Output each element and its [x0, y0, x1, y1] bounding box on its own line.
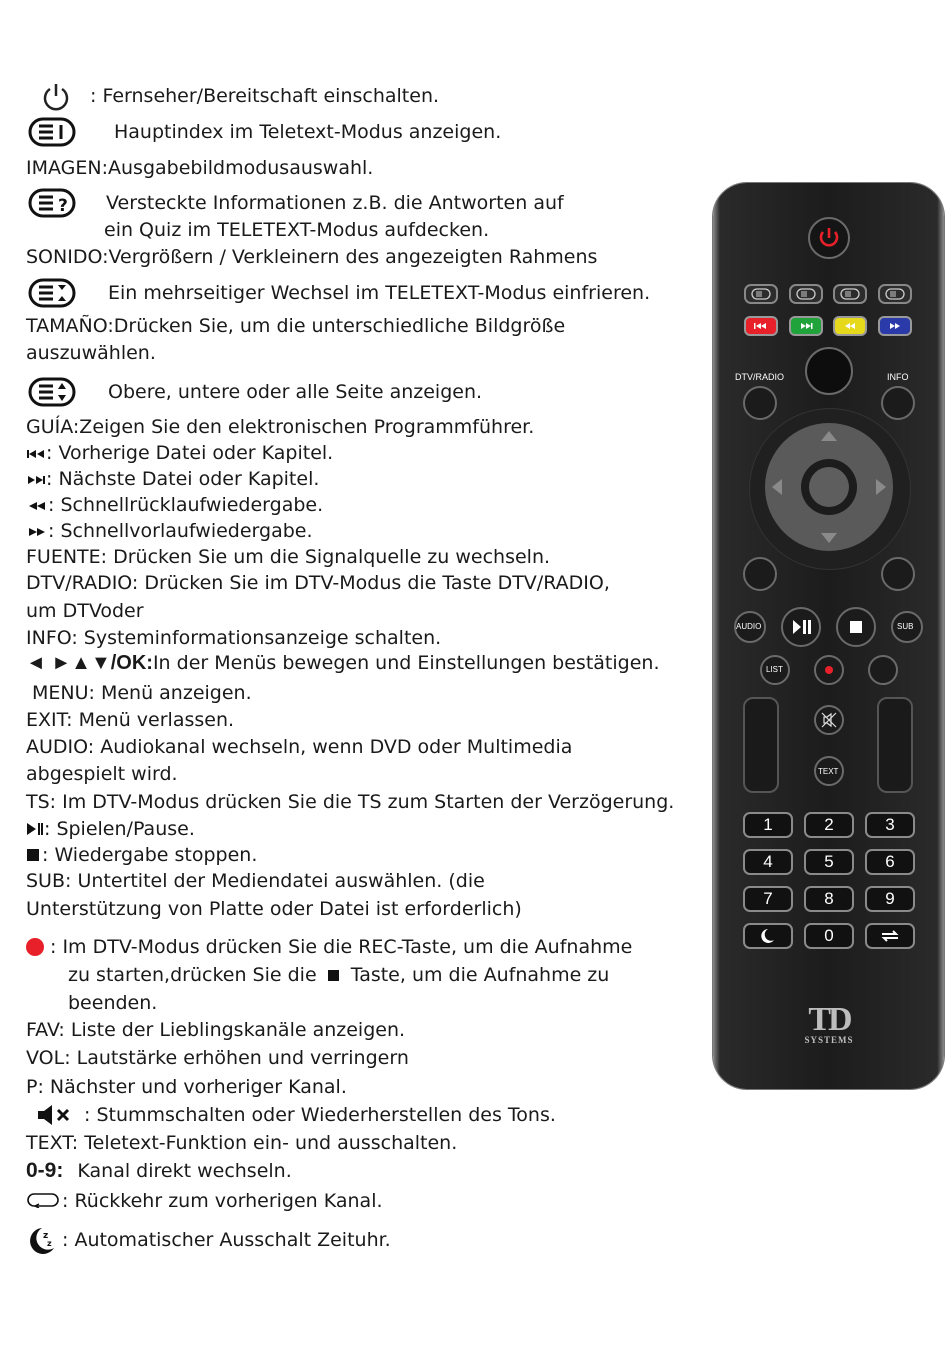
- dpad-up-button[interactable]: [819, 429, 839, 443]
- guia-desc: GUÍA:Zeigen Sie den elektronischen Programmführer.: [26, 416, 535, 438]
- rewind-icon: [26, 493, 48, 519]
- key-9[interactable]: 9: [865, 886, 915, 912]
- rec-button[interactable]: [814, 655, 844, 685]
- vol-desc: VOL: Lautstärke erhöhen und verringern: [26, 1047, 409, 1069]
- sub-desc-1: SUB: Untertitel der Mediendatei auswählen. (die: [26, 870, 485, 892]
- stop-desc: [26, 842, 257, 869]
- rec-desc-1: : Im DTV-Modus drücken Sie die REC-Taste, um die Aufnahme: [50, 936, 633, 958]
- ok-button[interactable]: [809, 467, 849, 507]
- remote-stop-icon: [838, 609, 874, 645]
- rec-text-2a: zu starten,drücken Sie die: [68, 964, 317, 986]
- teletext-index-button[interactable]: [744, 284, 778, 304]
- rec-desc-3: beenden.: [68, 992, 158, 1014]
- prev-text: : Vorherige Datei oder Kapitel.: [46, 442, 334, 464]
- green-next-button[interactable]: [789, 316, 823, 336]
- ts-desc: TS: Im DTV-Modus drücken Sie die TS zum Starten der Verzögerung.: [26, 791, 675, 813]
- dpad-left-button[interactable]: [770, 477, 784, 497]
- fav-desc: FAV: Liste der Lieblingskanäle anzeigen.: [26, 1019, 406, 1041]
- ff-text: : Schnellvorlaufwiedergabe.: [48, 520, 313, 542]
- remote-prev-icon: [746, 318, 776, 334]
- mute-desc: : Stummschalten oder Wiederherstellen des Tons.: [84, 1104, 556, 1126]
- key-5[interactable]: 5: [804, 849, 854, 875]
- remote-record-icon: [825, 666, 833, 674]
- yellow-rewind-button[interactable]: [833, 316, 867, 336]
- record-icon: [26, 938, 44, 956]
- remote-teletext-hold-icon: [835, 286, 865, 302]
- tamano-desc-2: auszuwählen.: [26, 342, 156, 364]
- sleep-button[interactable]: [743, 923, 793, 949]
- remote-ff-icon: [880, 318, 910, 334]
- remote-control: [713, 183, 944, 1089]
- text-label: TEXT: [818, 767, 839, 776]
- key-8[interactable]: 8: [804, 886, 854, 912]
- sleep-icon: [24, 1224, 58, 1262]
- menu-desc: MENU: Menü anzeigen.: [32, 682, 252, 704]
- recall-icon: [26, 1189, 62, 1215]
- dpad-right-button[interactable]: [874, 477, 888, 497]
- dpad-down-button[interactable]: [819, 531, 839, 545]
- teletext-size-icon: [28, 377, 76, 407]
- mute-button[interactable]: [814, 705, 844, 735]
- remote-mute-icon: [816, 707, 842, 733]
- info-button[interactable]: [881, 386, 915, 420]
- imagen-desc: IMAGEN:Ausgabebildmodusauswahl.: [26, 157, 374, 179]
- remote-play-pause-icon: [783, 609, 819, 645]
- play-desc: [26, 816, 195, 843]
- text-desc: TEXT: Teletext-Funktion ein- und ausschalten.: [26, 1132, 458, 1154]
- key-2[interactable]: 2: [804, 812, 854, 838]
- digits-label: 0-9:: [26, 1159, 64, 1182]
- brand-logo: TD: [808, 1001, 850, 1038]
- nav-text: In der Menüs bewegen und Einstellungen bestätigen.: [152, 652, 660, 674]
- tamano-desc-1: TAMAÑO:Drücken Sie, um die unterschiedliche Bildgröße: [26, 315, 566, 337]
- reveal-desc-1: Versteckte Informationen z.B. die Antworten auf: [106, 192, 564, 214]
- fast-forward-icon: [26, 519, 48, 545]
- power-button[interactable]: [808, 217, 850, 259]
- red-prev-button[interactable]: [744, 316, 778, 336]
- hold-desc: Ein mehrseitiger Wechsel im TELETEXT-Modus einfrieren.: [108, 282, 651, 304]
- exit-button[interactable]: [881, 557, 915, 591]
- rew-desc: [26, 492, 323, 519]
- svg-text:z: z: [43, 1231, 49, 1241]
- dtv-desc-1: DTV/RADIO: Drücken Sie im DTV-Modus die Taste DTV/RADIO,: [26, 572, 610, 594]
- audio-desc-1: AUDIO: Audiokanal wechseln, wenn DVD oder Multimedia: [26, 736, 573, 758]
- dtv-radio-button[interactable]: [743, 386, 777, 420]
- key-7[interactable]: 7: [743, 886, 793, 912]
- remote-rewind-icon: [835, 318, 865, 334]
- digits-desc: [26, 1158, 292, 1184]
- stop-button[interactable]: [836, 607, 876, 647]
- teletext-index-icon: [28, 117, 76, 147]
- rec-desc-2: [68, 962, 609, 989]
- p-desc: P: Nächster und vorheriger Kanal.: [26, 1076, 347, 1098]
- remote-recall-icon: [867, 925, 913, 947]
- nav-symbols: ◄ ►▲▼/OK:: [26, 652, 153, 674]
- sonido-desc: SONIDO:Vergrößern / Verkleinern des angezeigten Rahmens: [26, 246, 598, 268]
- audio-desc-2: abgespielt wird.: [26, 763, 178, 785]
- teletext-size-button[interactable]: [878, 284, 912, 304]
- nav-desc: [26, 650, 659, 676]
- power-icon: [40, 82, 72, 116]
- channel-rocker[interactable]: [877, 697, 913, 793]
- play-pause-icon: [26, 817, 44, 843]
- play-text: : Spielen/Pause.: [44, 818, 195, 840]
- recall-button[interactable]: [865, 923, 915, 949]
- mute-icon: [36, 1104, 72, 1130]
- next-desc: [26, 466, 319, 493]
- prev-desc: [26, 440, 333, 467]
- audio-label: AUDIO: [736, 622, 762, 631]
- rec-text-2b: Taste, um die Aufnahme zu: [350, 964, 610, 986]
- key-4[interactable]: 4: [743, 849, 793, 875]
- svg-text:z: z: [47, 1239, 52, 1248]
- svg-text:?: ?: [58, 196, 68, 216]
- key-0[interactable]: 0: [804, 923, 854, 949]
- teletext-hold-icon: [28, 278, 76, 308]
- fuente-desc: FUENTE: Drücken Sie um die Signalquelle zu wechseln.: [26, 546, 551, 568]
- power-desc: : Fernseher/Bereitschaft einschalten.: [90, 85, 440, 107]
- reveal-desc-2: ein Quiz im TELETEXT-Modus aufdecken.: [104, 219, 490, 241]
- list-label: LIST: [766, 665, 783, 674]
- remote-sleep-icon: [745, 925, 791, 947]
- teletext-hold-button[interactable]: [833, 284, 867, 304]
- size-desc: Obere, untere oder alle Seite anzeigen.: [108, 381, 483, 403]
- next-icon: [26, 467, 46, 493]
- rew-text: : Schnellrücklaufwiedergabe.: [48, 494, 324, 516]
- menu-button[interactable]: [743, 557, 777, 591]
- prev-icon: [26, 441, 46, 467]
- brand-sub: SYSTEMS: [804, 1035, 854, 1045]
- key-6[interactable]: 6: [865, 849, 915, 875]
- stop-text: : Wiedergabe stoppen.: [42, 844, 258, 866]
- next-text: : Nächste Datei oder Kapitel.: [46, 468, 320, 490]
- index-desc: Hauptindex im Teletext-Modus anzeigen.: [114, 121, 502, 143]
- remote-power-icon: [810, 219, 848, 257]
- sleep-desc: : Automatischer Ausschalt Zeituhr.: [62, 1229, 391, 1251]
- remote-teletext-index-icon: [746, 286, 776, 302]
- teletext-reveal-button[interactable]: [789, 284, 823, 304]
- source-button[interactable]: [805, 347, 853, 395]
- remote-teletext-reveal-icon: [791, 286, 821, 302]
- recall-text: : Rückkehr zum vorherigen Kanal.: [62, 1190, 383, 1212]
- blue-ff-button[interactable]: [878, 316, 912, 336]
- remote-teletext-size-icon: [880, 286, 910, 302]
- teletext-reveal-icon: [28, 188, 76, 218]
- dtv-desc-2: um DTVoder: [26, 600, 144, 622]
- key-3[interactable]: 3: [865, 812, 915, 838]
- exit-desc: EXIT: Menü verlassen.: [26, 709, 235, 731]
- info-label: INFO: [887, 372, 909, 382]
- stop-icon: [26, 843, 42, 869]
- stop-icon-inline: [327, 963, 341, 989]
- fav-button[interactable]: [868, 655, 898, 685]
- dtv-radio-label: DTV/RADIO: [735, 372, 785, 382]
- recall-desc: [26, 1188, 383, 1215]
- sub-desc-2: Unterstützung von Platte oder Datei ist erforderlich): [26, 898, 522, 920]
- vol-rocker[interactable]: [743, 697, 779, 793]
- digits-text: Kanal direkt wechseln.: [77, 1160, 292, 1182]
- sub-label: SUB: [897, 622, 914, 631]
- ff-desc: [26, 518, 313, 545]
- remote-next-icon: [791, 318, 821, 334]
- info-desc: INFO: Systeminformationsanzeige schalten.: [26, 627, 442, 649]
- play-pause-button[interactable]: [781, 607, 821, 647]
- key-1[interactable]: 1: [743, 812, 793, 838]
